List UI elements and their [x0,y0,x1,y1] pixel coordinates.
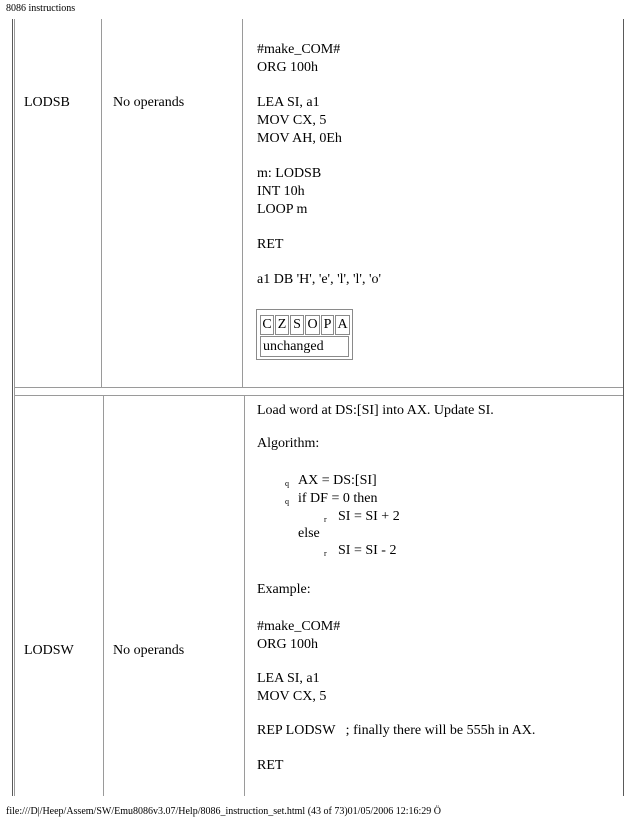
code-line: RET [257,758,284,773]
page-footer: file:///D|/Heep/Assem/SW/Emu8086v3.07/Help/8086_instruction_set.html (43 of 73)01/05/2006 12:16:29 Ö [6,806,442,817]
algorithm-step: SI = SI + 2 [338,509,400,524]
code-line: REP LODSW ; finally there will be 555h in AX. [257,723,536,738]
code-line: ORG 100h [257,637,319,652]
flag-overflow: O [305,315,320,335]
table-left-inner-border [14,19,15,796]
code-line: LOOP m [257,202,308,217]
column-divider-2 [242,19,243,387]
row-separator-bottom [14,395,623,396]
bullet-q-icon: q [285,479,289,488]
operands-label: No operands [113,643,185,658]
description: Load word at DS:[SI] into AX. Update SI. [257,403,494,418]
code-line: LEA SI, a1 [257,671,320,686]
algorithm-label: Algorithm: [257,436,320,451]
code-line: MOV CX, 5 [257,113,327,128]
bullet-r-icon: r [324,549,327,558]
page-header: 8086 instructions [6,3,76,14]
instruction-name: LODSB [24,95,70,110]
flag-zero: Z [275,315,289,335]
flag-sign: S [290,315,304,335]
code-line: m: LODSB [257,166,322,181]
code-line: #make_COM# [257,42,341,57]
bullet-q-icon: q [285,497,289,506]
algorithm-step: SI = SI - 2 [338,543,397,558]
table-right-border [623,19,624,796]
code-line: a1 DB 'H', 'e', 'l', 'l', 'o' [257,272,381,287]
code-line: ORG 100h [257,60,319,75]
column-divider-1 [101,19,102,387]
operands-label: No operands [113,95,185,110]
bullet-r-icon: r [324,515,327,524]
column-divider-1b [103,395,104,796]
row-separator-top [14,387,623,388]
table-left-border [12,19,13,796]
flags-table [256,309,353,360]
column-divider-2b [244,395,245,796]
algorithm-step: AX = DS:[SI] [298,473,377,488]
flag-parity: P [321,315,334,335]
code-line: LEA SI, a1 [257,95,320,110]
code-line: MOV AH, 0Eh [257,131,342,146]
flag-auxiliary: A [335,315,350,335]
algorithm-step: if DF = 0 then [298,491,378,506]
code-line: #make_COM# [257,619,341,634]
example-label: Example: [257,582,311,597]
instruction-name: LODSW [24,643,74,658]
flags-status: unchanged [260,336,349,357]
code-line: MOV CX, 5 [257,689,327,704]
flag-carry: C [260,315,274,335]
code-line: INT 10h [257,184,305,199]
algorithm-step: else [298,526,320,541]
code-line: RET [257,237,284,252]
